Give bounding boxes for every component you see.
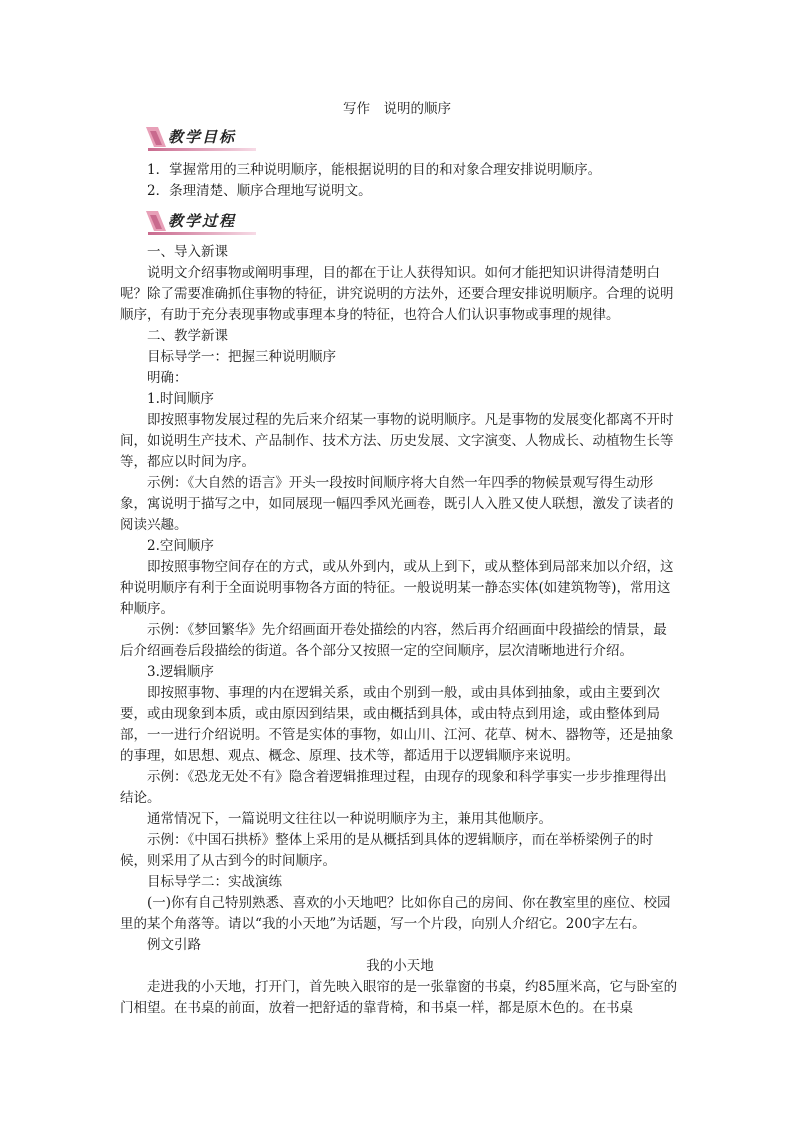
subheading-logic: 3.逻辑顺序 [147,664,214,680]
subheading-time: 1.时间顺序 [147,391,214,407]
paragraph-usual: 通常情况下，一篇说明文往往以一种说明顺序为主，兼用其他顺序。 [147,811,552,827]
goal-heading: 目标导学二：实战演练 [147,874,282,890]
essay-title: 我的小天地 [366,958,434,974]
paragraph-space-example: 示例：《梦回繁华》先介绍画面开卷处描绘的内容，然后再介绍画面中段描绘的情景，最后介绍画卷后段描绘的街道。各个部分又按照一定的空间顺序，层次清晰地进行介绍。 [120,622,667,659]
paragraph-intro: 说明文介绍事物或阐明事理，目的都在于让人获得知识。如何才能把知识讲得清楚明白呢？除了需要准确抓住事物的特征，讲究说明的方法外，还要合理安排说明顺序。合理的说明顺序，有助于充分表现事物或事理本身的特征，也符合人们认识事物或事理的规律。 [120,265,674,323]
page-title: 写作 说明的顺序 [343,101,451,117]
section-banner-process [146,210,258,236]
paragraph-bridge-example: 示例：《中国石拱桥》整体上采用的是从概括到具体的逻辑顺序，而在举桥梁例子的时候，则采用了从古到今的时间顺序。 [120,832,654,869]
objective-1: 1．掌握常用的三种说明顺序，能根据说明的目的和对象合理安排说明顺序。 [147,162,602,178]
subheading-space: 2.空间顺序 [147,538,214,554]
section-heading: 二、教学新课 [147,328,228,344]
paragraph-logic-def: 即按照事物、事理的内在逻辑关系，或由个别到一般，或由具体到抽象，或由主要到次要，或由现象到本质，或由原因到结果，或由概括到具体，或由特点到用途，或由整体到局部，一一进行介绍说明。不管是实体的事物，如山川、江河、花草、树木、器物等，还是抽象的事理，如思想、观点、概念、原理、技术等，都适用于以逻辑顺序来说明。 [120,685,674,764]
section-heading: 一、导入新课 [147,244,228,260]
section-banner-objectives [146,126,258,152]
ribbon-icon [146,211,166,231]
example-label: 例文引路 [147,937,201,953]
banner-label: 教学目标 [168,128,237,146]
ribbon-icon [146,127,166,147]
paragraph-time-def: 即按照事物发展过程的先后来介绍某一事物的说明顺序。凡是事物的发展变化都离不开时间，如说明生产技术、产品制作、技术方法、历史发展、文字演变、人物成长、动植物生长等等，都应以时间为序。 [120,412,674,470]
paragraph-logic-example: 示例：《恐龙无处不有》隐含着逻辑推理过程，由现存的现象和科学事实一步步推理得出结论。 [120,769,667,806]
banner-label: 教学过程 [168,212,237,230]
goal-heading: 目标导学一：把握三种说明顺序 [147,349,336,365]
paragraph-space-def: 即按照事物空间存在的方式，或从外到内，或从上到下，或从整体到局部来加以介绍，这种说明顺序有利于全面说明事物各方面的特征。一般说明某一静态实体(如建筑物等)，常用这种顺序。 [120,559,674,617]
paragraph-task: (一)你有自己特别熟悉、喜欢的小天地吧？比如你自己的房间、你在教室里的座位、校园里的某个角落等。请以“我的小天地”为话题，写一个片段，向别人介绍它。200字左右。 [120,895,671,932]
banner-underline [148,148,256,151]
paragraph-time-example: 示例：《大自然的语言》开头一段按时间顺序将大自然一年四季的物候景观写得生动形象，寓说明于描写之中，如同展现一幅四季风光画卷，既引人入胜又使人联想，激发了读者的阅读兴趣。 [120,475,674,533]
objective-2: 2．条理清楚、顺序合理地写说明文。 [147,183,372,199]
clarify-label: 明确： [147,370,188,386]
banner-underline [148,232,256,235]
paragraph-essay: 走进我的小天地，打开门，首先映入眼帘的是一张靠窗的书桌，约85厘米高，它与卧室的门相望。在书桌的前面，放着一把舒适的靠背椅，和书桌一样，都是原木色的。在书桌 [120,979,678,1016]
